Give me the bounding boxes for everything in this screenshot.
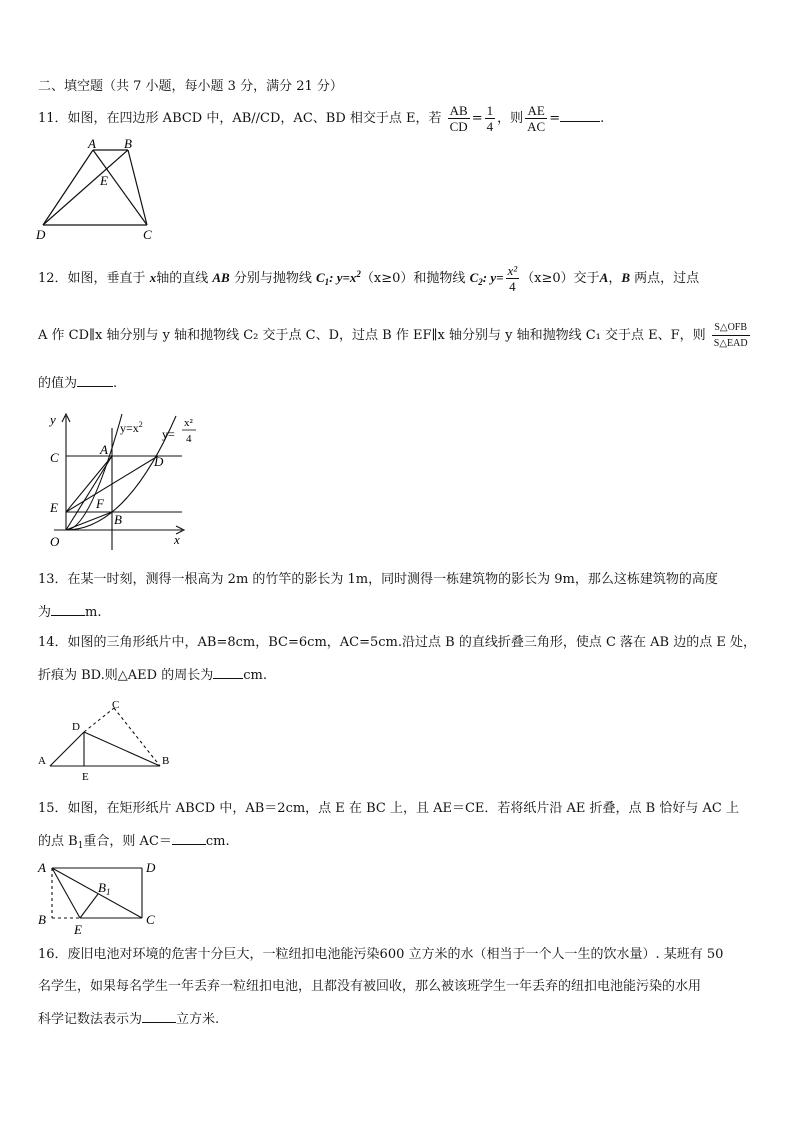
- q11-fraction-ab-cd: $\frac{AB}{CD}$: [449, 103, 468, 134]
- q15-label-a: A: [38, 860, 46, 875]
- q14-label-c: C: [112, 699, 120, 711]
- question-11-text: [38, 102, 604, 136]
- q12-label-o: O: [50, 534, 60, 549]
- q15-text-b: 重合，则 AC＝: [83, 834, 172, 849]
- q12-text-b: 轴的直线: [156, 271, 209, 286]
- q12-curve2-label: y=: [162, 427, 175, 441]
- q12-label-a: A: [100, 442, 108, 457]
- q15-answer-blank: [172, 832, 206, 845]
- q12-label-b: B: [114, 512, 122, 527]
- q12-text-c: 分别与抛物线: [233, 271, 312, 286]
- q12-x: x: [149, 270, 157, 285]
- q16-text-b: 立方米.: [176, 1012, 220, 1027]
- q14-text-a: 折痕为 BD.则△AED 的周长为: [38, 668, 214, 683]
- q15-sub: 1: [77, 841, 84, 851]
- section-header: 二、填空题（共 7 小题，每小题 3 分，满分 21 分）: [38, 79, 343, 94]
- q12-curve1-label: $y=x^2$: [120, 420, 143, 435]
- q11-prefix: 11．如图，在四边形 ABCD 中，: [38, 111, 233, 126]
- q11-equals-2: =: [549, 111, 561, 126]
- q11-trapezoid-figure: [30, 135, 165, 245]
- question-16-line-3: [38, 1010, 219, 1029]
- question-12-line-1: [38, 256, 699, 300]
- q11-fraction-1-4: $\frac{1}{4}$: [486, 103, 494, 134]
- q13-text-b: m.: [85, 605, 102, 620]
- question-15-line-2: [38, 832, 230, 855]
- q12-area-ratio: $\frac{\text{S△OFB}}{\text{S△EAD}}$: [713, 322, 748, 349]
- q14-text-b: cm.: [243, 668, 267, 683]
- q12-c1: $C_1$: $y=x^2$: [315, 269, 361, 287]
- q12-fraction-x2-4: $\frac{\text{x²}}{4}$: [507, 263, 518, 294]
- q14-label-d: D: [72, 721, 80, 733]
- question-12-line-2: [38, 318, 752, 354]
- q12-c2: $C_2$: y=: [469, 270, 504, 287]
- q12-line3-text: 的值为: [38, 376, 78, 391]
- q12-label-f: F: [96, 496, 104, 511]
- question-16-line-2: 名学生，如果每名学生一年丢弃一粒纽扣电池，且都没有被回收，那么被该班学生一年丢弃的纽扣电池能污染的水用: [38, 979, 702, 994]
- q11-label-c: C: [143, 227, 152, 242]
- question-15-line-1: 15．如图，在矩形纸片 ABCD 中，AB＝2cm，点 E 在 BC 上，且 AE＝CE．若将纸片沿 AE 折叠，点 B 恰好与 AC 上: [38, 801, 739, 816]
- q14-label-a: A: [38, 755, 46, 767]
- q12-label-x: x: [174, 532, 180, 547]
- q12-answer-blank: [77, 374, 113, 387]
- question-12-line-3: [38, 374, 117, 393]
- q12-curve2-den: 4: [186, 433, 192, 445]
- q12-parabola-figure: [40, 402, 200, 552]
- q16-text-a: 科学记数法表示为: [38, 1012, 143, 1027]
- q12-label-y: y: [50, 412, 56, 427]
- q12-line1-end: 两点，过点: [634, 271, 700, 286]
- q11-equals: =: [471, 111, 483, 126]
- q12-comma: ，: [608, 271, 622, 286]
- q12-label-d: D: [154, 454, 164, 469]
- q14-label-e: E: [82, 771, 89, 783]
- q15-label-c: C: [146, 912, 155, 927]
- q14-label-b: B: [162, 755, 170, 767]
- q12-text-a: 12．如图，垂直于: [38, 271, 146, 286]
- q13-answer-blank: [51, 603, 85, 616]
- q15-rectangle-figure: [34, 856, 164, 936]
- q12-cond-2: （x≥0）交于: [521, 271, 600, 286]
- question-13-line-1: 13．在某一时刻，测得一根高为 2m 的竹竿的影长为 1m，同时测得一栋建筑物的影长为 9m，那么这栋建筑物的高度: [38, 572, 718, 587]
- q16-answer-blank: [142, 1010, 176, 1023]
- question-13-line-2: [38, 603, 101, 622]
- q12-a: A: [599, 270, 609, 285]
- q11-fraction-ae-ac: $\frac{AE}{AC}$: [527, 103, 546, 134]
- q12-curve2-num: x²: [184, 417, 193, 429]
- q11-label-a: A: [88, 136, 96, 151]
- q11-label-e: E: [100, 173, 108, 188]
- q15-label-d: D: [146, 860, 156, 875]
- q14-answer-blank: [213, 666, 243, 679]
- q15-text-c: cm.: [205, 834, 230, 849]
- q12-label-e: E: [50, 500, 58, 515]
- question-14-line-2: [38, 666, 267, 685]
- q11-answer-blank: [560, 109, 600, 122]
- q12-b: B: [621, 270, 631, 285]
- q12-label-c: C: [50, 450, 59, 465]
- q11-cond: AB//CD，AC、BD 相交于点 E，若: [232, 111, 442, 126]
- q12-line3-end: .: [113, 376, 118, 391]
- q14-triangle-figure: [34, 698, 184, 784]
- question-16-line-1: 16．废旧电池对环境的危害十分巨大，一粒纽扣电池能污染600 立方米的水（相当于一个人一生的饮水量）. 某班有 50: [38, 947, 724, 962]
- q15-text-a: 的点 B: [38, 834, 78, 849]
- q15-label-e: E: [74, 922, 82, 936]
- q15-label-b1: $B_1$: [98, 880, 111, 897]
- q15-label-b: B: [38, 912, 46, 927]
- q11-label-b: B: [124, 136, 132, 151]
- question-14-line-1: 14．如图的三角形纸片中，AB=8cm，BC=6cm，AC=5cm.沿过点 B 的直线折叠三角形，使点 C 落在 AB 边的点 E 处，: [38, 635, 756, 650]
- q11-end: .: [600, 111, 605, 126]
- q12-cond-1: （x≥0）和抛物线: [360, 271, 466, 286]
- q13-text-a: 为: [38, 605, 52, 620]
- q12-ab: AB: [212, 270, 230, 285]
- q11-label-d: D: [36, 227, 46, 242]
- q12-line2-text: A 作 CD∥x 轴分别与 y 轴和抛物线 C₂ 交于点 C、D，过点 B 作 EF∥x 轴分别与 y 轴和抛物线 C₁ 交于点 E、F，则: [38, 328, 706, 343]
- q11-then: ，则: [497, 111, 524, 126]
